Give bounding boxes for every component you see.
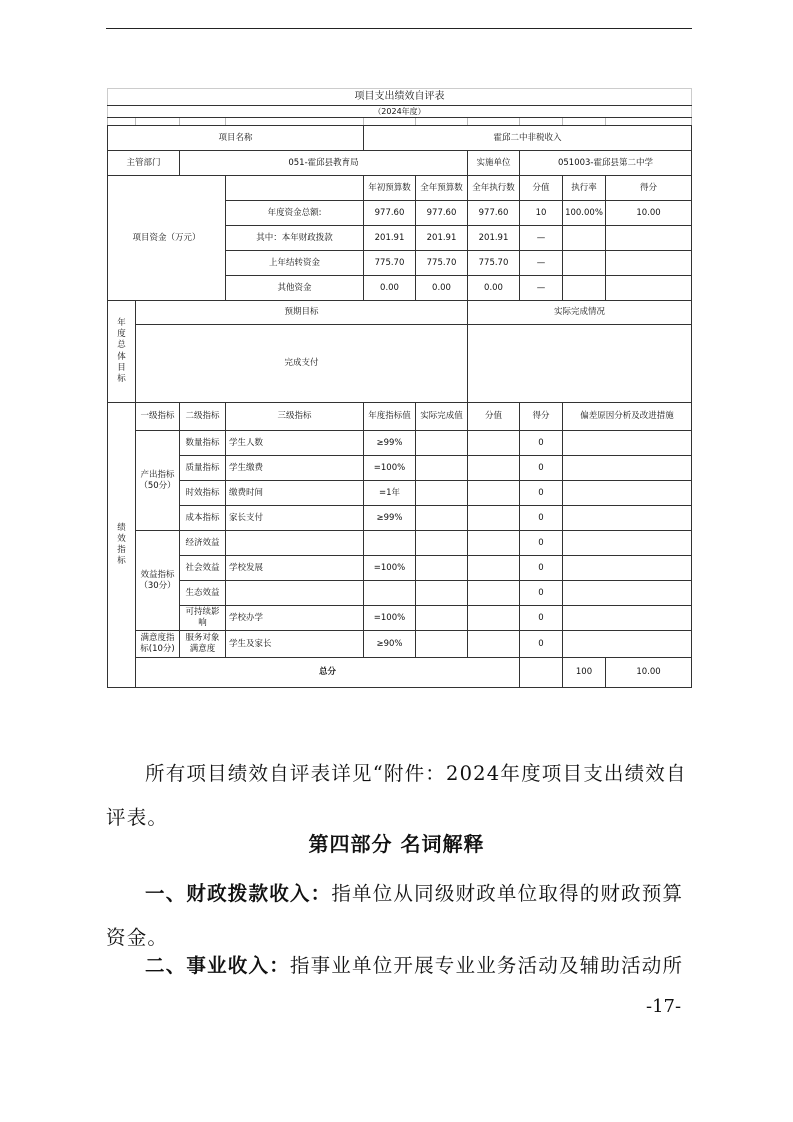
dept-value: 051-霍邱县教育局	[180, 151, 468, 176]
fund-header: 得分	[606, 176, 692, 201]
fund-header: 全年执行数	[468, 176, 520, 201]
fund-label: 项目资金（万元）	[108, 176, 226, 301]
indicator-row: 效益指标（30分） 经济效益 0	[108, 531, 692, 556]
fund-header: 分值	[520, 176, 563, 201]
total-row	[108, 658, 692, 688]
actual-goal-header: 实际完成情况	[468, 301, 692, 325]
indicator-row: 满意度指标(10分) 服务对象满意度 学生及家长 ≥90% 0	[108, 631, 692, 658]
expected-goal-header: 预期目标	[136, 301, 468, 325]
term1-title: 一、财政拨款收入：	[145, 882, 332, 905]
fund-row: 上年结转资金 775.70 775.70 775.70 —	[108, 251, 692, 276]
indicator-row: 质量指标 学生缴费 =100% 0	[108, 456, 692, 481]
ind-header-actual: 实际完成值	[416, 403, 468, 431]
ind-header-got: 得分	[520, 403, 563, 431]
indicator-row: 成本指标 家长支付 ≥99% 0	[108, 506, 692, 531]
project-name-value: 霍邱二中非税收入	[364, 126, 692, 151]
term2-title: 二、事业收入：	[145, 954, 290, 977]
indicator-row: 产出指标（50分） 数量指标 学生人数 ≥99% 0	[108, 431, 692, 456]
group-output: 产出指标（50分）	[136, 431, 180, 531]
indicator-row: 可持续影响 学校办学 =100% 0	[108, 606, 692, 631]
fund-row: 其中：本年财政拨款 201.91 201.91 201.91 —	[108, 226, 692, 251]
table-title: 项目支出绩效自评表	[108, 89, 692, 106]
performance-indicators-label: 绩 效 指 标	[108, 403, 136, 688]
expected-goal-value: 完成支付	[136, 325, 468, 403]
unit-label: 实施单位	[468, 151, 520, 176]
fund-header: 执行率	[563, 176, 606, 201]
fund-row: 年度资金总额: 977.60 977.60 977.60 10 100.00% 10.00	[108, 201, 692, 226]
indicator-row: 生态效益 0	[108, 581, 692, 606]
table-year: （2024年度）	[108, 106, 692, 118]
ind-header-score: 分值	[468, 403, 520, 431]
dept-label: 主管部门	[108, 151, 180, 176]
total-score: 100	[563, 658, 606, 688]
attachment-note: 所有项目绩效自评表详见“附件：2024年度项目支出绩效自评表。	[106, 762, 687, 829]
performance-table-wrapper	[107, 88, 692, 688]
annual-goal-label: 年 度 总 体 目 标	[108, 301, 136, 403]
project-name-label: 项目名称	[108, 126, 364, 151]
indicator-row: 社会效益 学校发展 =100% 0	[108, 556, 692, 581]
ind-header-target: 年度指标值	[364, 403, 416, 431]
page-number: -17-	[646, 996, 682, 1017]
group-satisfaction: 满意度指标(10分)	[136, 631, 180, 658]
term-business-income	[106, 944, 694, 988]
ind-header-l1: 一级指标	[136, 403, 180, 431]
ind-header-l3: 三级指标	[226, 403, 364, 431]
header-rule	[106, 28, 692, 29]
actual-goal-value	[468, 325, 692, 403]
ind-header-l2: 二级指标	[180, 403, 226, 431]
group-benefit: 效益指标（30分）	[136, 531, 180, 631]
indicator-row: 时效指标 缴费时间 =1年 0	[108, 481, 692, 506]
fund-row: 其他资金 0.00 0.00 0.00 —	[108, 276, 692, 301]
fund-header: 年初预算数	[364, 176, 416, 201]
ind-header-reason: 偏差原因分析及改进措施	[563, 403, 692, 431]
unit-value: 051003-霍邱县第二中学	[520, 151, 692, 176]
performance-self-evaluation-table	[107, 88, 692, 688]
section-heading: 第四部分 名词解释	[308, 832, 485, 856]
fund-header: 全年预算数	[416, 176, 468, 201]
term1-text: 指单位从同级财政单位取得的财政预算资金。	[106, 882, 684, 949]
total-label: 总分	[136, 658, 520, 688]
term2-text: 指事业单位开展专业业务活动及辅助活动所	[289, 954, 684, 977]
total-got: 10.00	[606, 658, 692, 688]
